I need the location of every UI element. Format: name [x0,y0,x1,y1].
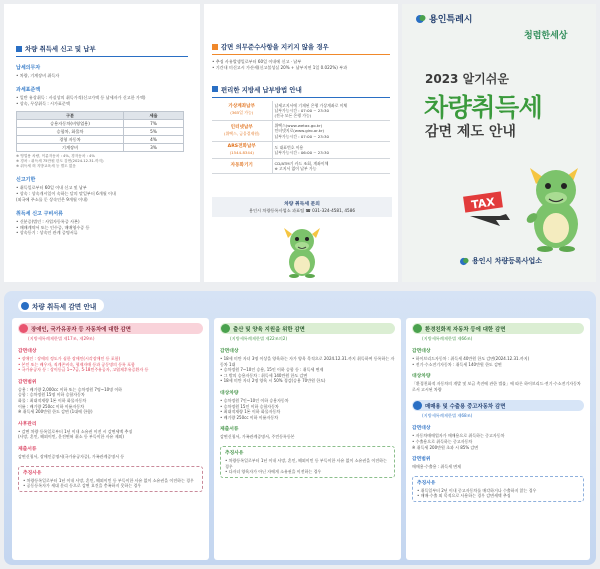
text-line: 납부가능시간 : 06:00 ~ 23:30 [274,149,329,155]
payment-table [212,101,390,175]
text-line: • 취득일로부터 60일 이내 신고 및 납부 [16,185,87,191]
tax-arrow-icon [460,190,518,230]
payment-method [212,141,272,158]
used-title: 매매용 및 수출용 중고자동차 감면 [425,403,506,410]
text-line: • 일반 유상취득 : 사실상의 취득가격(신고가액 등 납세자가 신고한 가액) [16,94,146,100]
text-line: • 감면 차량 등록일로부터 1년 이내 소유권 이전 시 감면세액 추징 [18,428,133,434]
reduction-tab [18,299,104,312]
text-line: ※ 고지서 없이 납부 가능 [274,166,317,172]
section-lines [18,387,203,415]
payment-method [212,121,272,142]
payment-detail [272,141,390,158]
used-law: (지방세특례제한법 제68조) [422,413,473,419]
text-line: • 승차정원 7인~10인 이하 승용자동차 [220,397,289,403]
rate-note: ※ 영업용 차량, 이륜자동차 : 4%, 경자동차 : 4% [16,154,95,159]
payment-method [212,158,272,173]
cover-footer-text: 용인시 차량등록사업소 [472,257,543,265]
taxpayer-label: 납세의무자 [16,65,41,71]
method-name: 자동화기기 [230,163,253,169]
circle-icon [221,324,230,333]
text-line: (사망, 혼인, 해외이민, 운전면허 취소 등 부득이한 사유 제외) [18,434,124,440]
eco-header [412,323,584,334]
section-label: 사후관리 [18,421,37,427]
clawback-box [220,446,395,478]
section-label: 추징사유 [225,450,244,456]
square-icon [212,86,218,92]
payment-row [212,141,390,158]
mascot-dragon-icon [280,224,324,278]
disabled-header [18,323,203,334]
method-name: 인터넷납부 [230,125,253,130]
rate-cell: 5% [124,128,184,136]
text-line: 위택스(www.wetax.go.kr) [274,123,323,129]
text-line: • 하이브리드자동차 : 취득세 40만원 한도 감면(2024.12.31.까지) [412,356,530,361]
eco-law: (지방세특례제한법 제66조) [422,336,473,341]
text-line: 인터넷지로(www.giro.or.kr) [274,128,325,134]
section-label: 감면범위 [412,457,431,463]
section-lines [225,458,390,475]
cover-panel [402,4,596,282]
rate-cell: 승용자동차(비영업용) [17,120,124,128]
payment-detail [272,101,390,121]
text-line: • 매매·수출 외 목적으로 사용하는 경우 감면세액 추징 [417,493,511,499]
rate-notes [16,154,188,169]
text-line: • 승차정원 15인 이하 승합자동차 [220,403,279,409]
circle-icon [21,302,29,310]
rate-note: ※ 취득세 외 지방교육세 등 별도 없음 [16,164,76,169]
text-line: (전국 모든 은행 가능) [274,113,312,118]
text-line: 납부가능시간 : 07:00 ~ 23:30 [274,133,329,139]
deadline-lines [16,185,188,202]
method-name: 가상계좌납부 [228,104,256,110]
rate-header-row [17,112,184,120]
cover-year-line: 2023 알기쉬운 [425,72,509,86]
city-emblem-icon [416,14,426,24]
text-line: 도 대표번호 이용 [274,144,304,150]
report-panel [4,4,200,282]
childcare-header [220,323,395,334]
docs-label: 취득세 신고 구비서류 [16,210,63,217]
rate-row [17,136,184,144]
payment-row [212,101,390,121]
base-lines [16,95,188,107]
rate-row [17,120,184,128]
rate-table [16,111,184,152]
section-label: 감면범위 [18,379,37,385]
deadline-label: 신고기한 [16,177,36,184]
section-lines [18,429,203,440]
base-label: 과세표준액 [16,86,41,93]
text-line: 매매용·수출용 : 취득세 면제 [412,464,461,470]
section-label: 감면대상 [412,426,431,432]
rate-cell: 기계장비 [17,144,124,152]
text-line: ※ 취득세 200만원 초과 시 85% 감면 [412,444,479,450]
text-line: • 전기·수소전기자동차 : 취득세 140만원 한도 감면 [412,361,502,367]
method-note: (365일 가능) [230,110,254,116]
text-line: • 수출용으로 취득하는 중고자동차 [412,438,473,444]
eco-title: 환경친화적 자동차 등에 대한 감면 [425,326,506,333]
disabled-title: 장애인, 국가유공자 등 자동차에 대한 감면 [31,326,131,333]
rate-header: 구분 [17,112,124,120]
section-label: 제출서류 [18,446,37,452]
section-lines [412,356,584,367]
section-label: 감면대상 [412,349,431,354]
square-icon [16,46,22,52]
rate-row [17,144,184,152]
inquiry-box [212,197,392,217]
text-line: • 매매계약서 또는 인수증, 매매영수증 등 [16,224,90,230]
payment-row [212,158,390,173]
square-icon [212,44,218,50]
text-line: • 기간내 미신고시 가산세(신고불성실 20% + 납부지연 1일 0.022%) 부과 [212,64,348,70]
text-line: 화물 : 최대적재량 1톤 이하 화물자동차 [18,397,87,403]
text-line: ※ 취득세 200만원 한도 감면 (1대에 한함) [18,409,93,415]
circle-icon [413,401,422,410]
rate-header: 세율 [124,112,184,120]
payment-method [212,101,272,121]
disabled-card [12,318,209,560]
text-line: 승합 : 승차정원 15명 이하 승합자동차 [18,392,85,398]
penalty-header [212,42,390,55]
clawback-box [412,476,584,502]
section-lines [220,356,395,384]
cover-footer [460,256,542,266]
rate-note: ※ 경차 : 취득세 75만원 한도 감면(2024.12.31.까지) [16,159,104,164]
text-line: • 18세 미만 자녀 2명 양육 시 50% 경감(승용 70만원 한도) [220,378,326,384]
text-line: • 그 밖의 승용자동차 : 취득세 140만원 한도 감면 [220,372,308,378]
method-note: (위택스, 금융결제원) [223,131,260,136]
eco-section [412,323,584,392]
text-line: CD/ATM기 카드 조회, 계좌이체 [274,160,329,166]
text-line: • 신분증(법인 : 사업자등록증 사본) [16,218,80,224]
report-title: 차량 취득세 신고 및 납부 [25,45,96,53]
text-line: • 자동차매매업자가 매매용으로 취득하는 중고자동차 [412,433,505,439]
circle-icon [413,324,422,333]
cover-slogan: 청렴한세상 [524,31,568,41]
reduction-title: 차량 취득세 감면 안내 [32,302,97,311]
section-lines [220,398,395,420]
text-line: 감면신청서, 장애인증명서(국가유공자증), 가족관계증명서 등 [18,453,125,459]
circle-icon [19,324,28,333]
rate-cell: 경형 자동차 [17,136,124,144]
childcare-card [214,318,401,560]
text-line: • 상속, 무상취득 : 시가표준액 [16,100,70,106]
rate-cell: 7% [124,120,184,128]
cover-subtitle: 감면 제도 안내 [425,124,516,140]
section-label: 제출서류 [220,427,239,433]
text-line: • 상속등기 : 상속인 관계 증명서류 [16,230,78,236]
taxpayer-lines [16,73,188,79]
city-logo-text: 용인특례시 [429,15,473,25]
rate-cell: 3% [124,144,184,152]
text-line: 납세고지서에 기재된 은행 가상계좌로 이체 [274,102,348,108]
section-label: 추징사유 [23,470,42,476]
text-line: • 추징 사유발생일로부터 60일 이내에 신고 · 납부 [212,59,302,64]
section-lines [412,464,584,470]
section-lines [18,356,203,373]
text-line: 「환경친화적 자동차의 개발 및 보급 촉진에 관한 법률」에 따른 하이브리드·전기·수소전기자동차로서 고시된 차량 [412,381,581,392]
payment-row [212,121,390,142]
inquiry-contact: 용인시 차량등록사업소 과표팀 ☎ 031-324-4581, 4586 [248,208,356,213]
eco-used-card [406,318,590,560]
text-line: 납부가능시간 : 07:00 ~ 23:30 [274,107,329,113]
section-lines [18,454,203,460]
section-label: 감면대상 [220,349,239,354]
text-line: • 최대적재량 1톤 이하 화물자동차 [220,409,281,415]
rate-row [17,128,184,136]
payment-header [212,85,390,98]
reduction-section [4,291,596,565]
rate-cell: 승합차, 화물차 [17,128,124,136]
text-line: • 본인 또는 배우자, 직계존비속, 형제자매 등과 공동명의 등록 포함 [18,361,135,367]
childcare-law: (지방세특례제한법 제22조의2) [230,336,288,341]
payment-detail [272,121,390,142]
text-line: • 차량등록일로부터 1년 이내 사망, 혼인, 해외이민 등 부득이한 사유 없이 소유권을 이전하는 경우 [23,477,194,483]
text-line: • 국가유공자 등 : 상이등급 1~7급, 5·18민주유공자, 고엽제후유증환자 등 [18,367,149,373]
section-lines [412,381,584,392]
text-line: • 18세 미만 자녀 3명 이상을 양육하는 자가 양육 목적으로 2024.12.31.까지 취득하여 등록하는 자동차 1대 [220,356,395,367]
mascot-dragon-icon [520,160,592,252]
clawback-box [18,466,203,492]
rate-cell: 4% [124,136,184,144]
cover-logo [416,12,472,25]
used-header [412,400,584,411]
city-emblem-icon [460,257,469,266]
method-note: (1544-8344) [229,149,254,155]
section-lines [23,478,198,489]
disabled-law: (지방세특례제한법 제17조, 제29조) [28,336,95,341]
section-label: 대상차량 [220,390,239,396]
text-line: 승용 : 배기량 2,000cc 이하 또는 승차정원 7명~10명 이하 [18,386,123,392]
docs-lines [16,219,188,236]
section-lines [412,433,584,450]
method-name: ARS전화납부 [227,143,256,149]
text-line: • 장애인 : 장애의 정도가 심한 장애인(시각장애인 등 포함) [18,356,121,361]
section-label: 추징사유 [417,480,436,486]
text-line: • 상속 : 상속개시일이 속하는 달의 말일부터 6개월 이내 [16,191,116,197]
text-line: (외국에 주소를 둔 상속인은 9개월 이내) [16,196,88,202]
text-line: • 다자녀 양육자가 아닌 자에게 소유권을 이전하는 경우 [225,469,322,475]
text-line: 감면신청서, 가족관계증명서, 주민등록등본 [220,434,295,440]
report-header [16,44,188,57]
payment-detail [272,158,390,173]
payment-title: 편리한 지방세 납부방법 안내 [221,85,302,94]
text-line: • 취득일부터 2년 이내 중고자동차를 매각하거나 수출하지 않는 경우 [417,487,537,493]
text-line: 이륜 : 배기량 250cc 이하 이륜자동차 [18,403,85,409]
childcare-title: 출산 및 양육 지원을 위한 감면 [233,326,305,333]
text-line: • 차량, 기계장비 취득자 [16,73,60,78]
section-lines [220,434,395,440]
section-label: 감면대상 [18,349,37,354]
text-line: • 배기량 250cc 이하 이륜자동차 [220,414,279,420]
cover-title: 차량취득세 [424,93,543,122]
penalty-lines [212,59,390,71]
text-line: • 승차정원 7~10인 승용, 15인 이하 승합 등 : 취득세 면제 [220,367,324,373]
tax-sign-text: TAX [470,195,496,212]
section-label: 대상차량 [412,374,431,380]
text-line: • 차량등록일로부터 1년 이내 사망, 혼인, 해외이민 등 부득이한 사유 없이 소유권을 이전하는 경우 [225,457,387,469]
used-section [412,400,584,502]
section-lines [417,488,579,499]
penalty-title: 감면 의무준수사항을 지키지 않을 경우 [221,43,329,51]
text-line: • 공동등록자가 세대 분리 등으로 감면 요건을 충족하지 못하는 경우 [23,483,142,489]
inquiry-title: 차량 취득세 문의 [284,202,320,207]
